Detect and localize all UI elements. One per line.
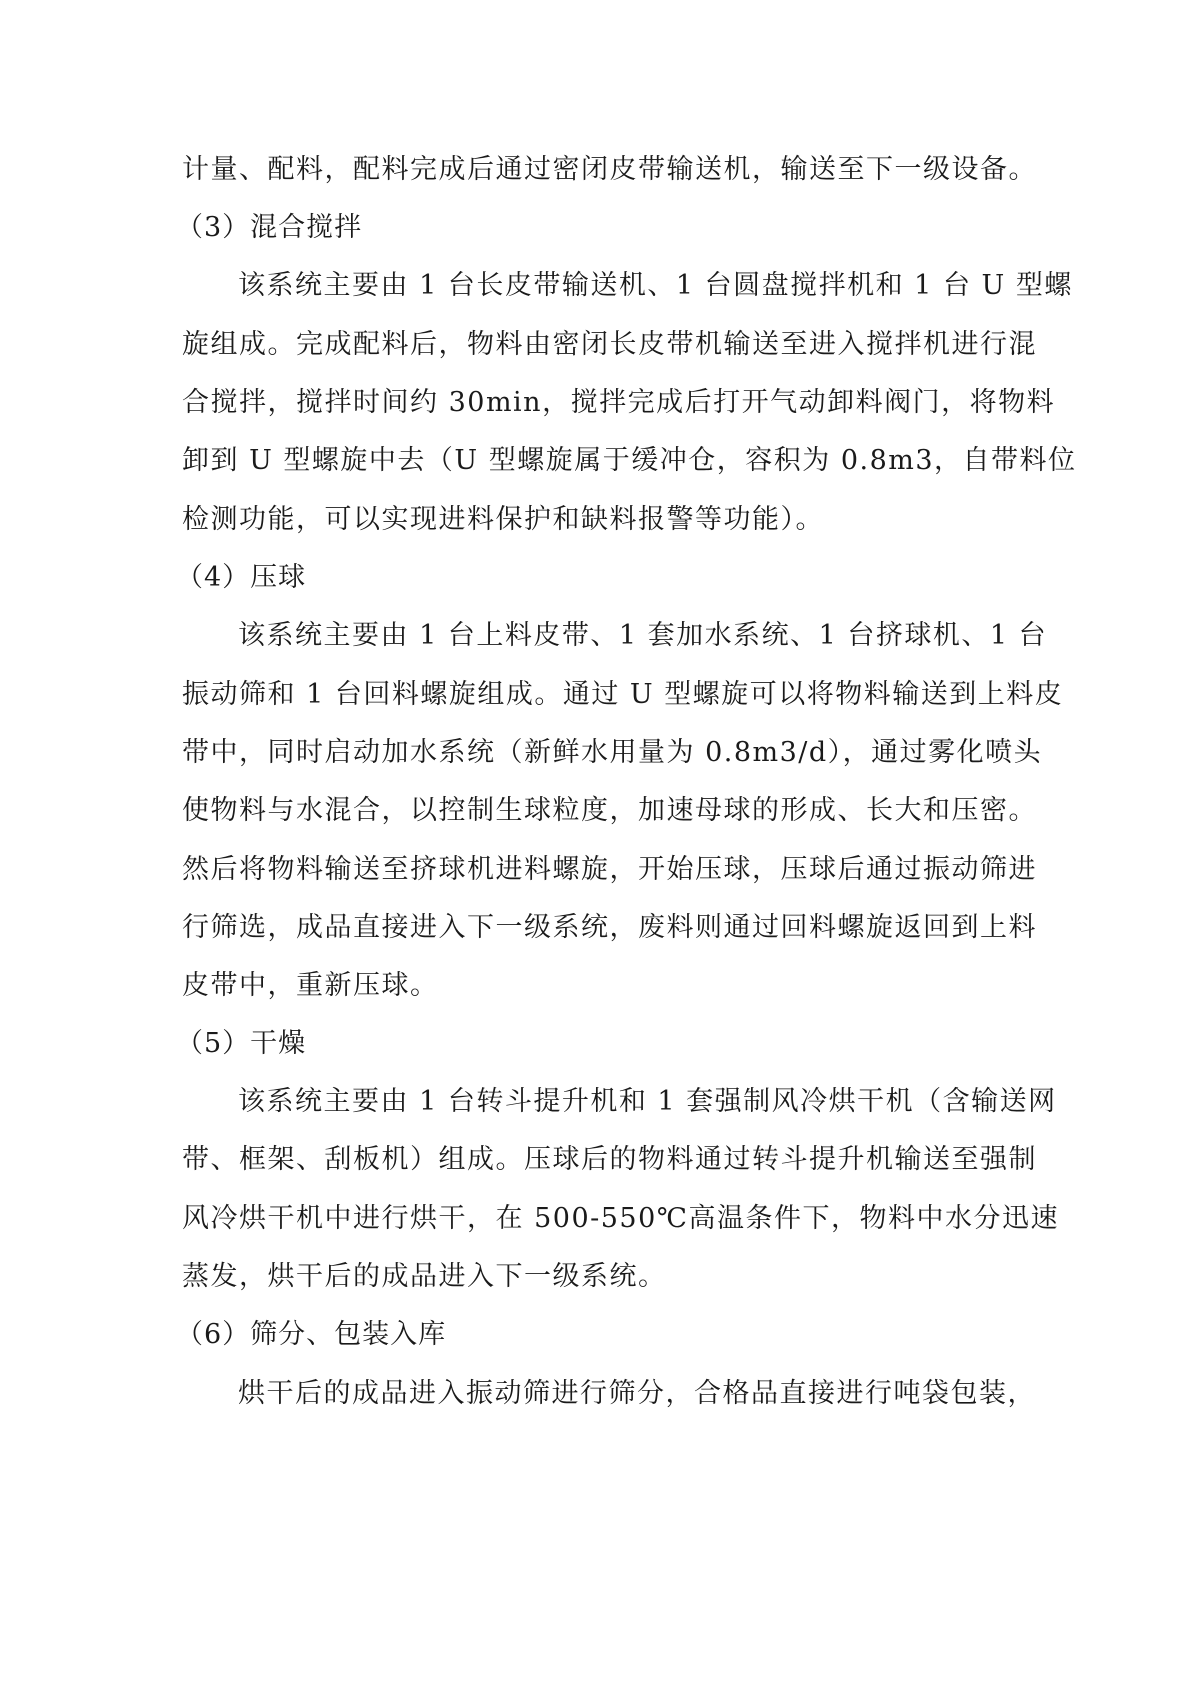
paragraph-line: 旋组成。完成配料后，物料由密闭长皮带机输送至进入搅拌机进行混 xyxy=(182,329,1037,360)
paragraph-line: 检测功能，可以实现进料保护和缺料报警等功能）。 xyxy=(182,504,824,535)
paragraph-line: 带中，同时启动加水系统（新鲜水用量为 0.8m3/d），通过雾化喷头 xyxy=(182,737,1043,768)
section-heading-screening-packing: （6）筛分、包装入库 xyxy=(176,1319,447,1350)
paragraph-line: 该系统主要由 1 台长皮带输送机、1 台圆盘搅拌机和 1 台 U 型螺 xyxy=(238,270,1073,301)
paragraph-line: 带、框架、刮板机）组成。压球后的物料通过转斗提升机输送至强制 xyxy=(182,1144,1037,1175)
section-heading-mixing: （3）混合搅拌 xyxy=(176,212,363,243)
paragraph-line: 然后将物料输送至挤球机进料螺旋，开始压球，压球后通过振动筛进 xyxy=(182,854,1037,885)
paragraph-line: 行筛选，成品直接进入下一级系统，废料则通过回料螺旋返回到上料 xyxy=(182,912,1037,943)
paragraph-line: 该系统主要由 1 台上料皮带、1 套加水系统、1 台挤球机、1 台 xyxy=(238,620,1048,651)
paragraph-line: 皮带中，重新压球。 xyxy=(182,970,439,1001)
paragraph-line: 使物料与水混合，以控制生球粒度，加速母球的形成、长大和压密。 xyxy=(182,795,1037,826)
section-heading-drying: （5）干燥 xyxy=(176,1028,307,1059)
paragraph-line: 计量、配料，配料完成后通过密闭皮带输送机，输送至下一级设备。 xyxy=(182,154,1037,185)
paragraph-line: 该系统主要由 1 台转斗提升机和 1 套强制风冷烘干机（含输送网 xyxy=(238,1086,1057,1117)
paragraph-line: 烘干后的成品进入振动筛进行筛分，合格品直接进行吨袋包装， xyxy=(238,1378,1036,1409)
paragraph-line: 卸到 U 型螺旋中去（U 型螺旋属于缓冲仓，容积为 0.8m3，自带料位 xyxy=(182,445,1077,476)
paragraph-line: 合搅拌，搅拌时间约 30min，搅拌完成后打开气动卸料阀门，将物料 xyxy=(182,387,1056,418)
paragraph-line: 风冷烘干机中进行烘干，在 500-550℃高温条件下，物料中水分迅速 xyxy=(182,1203,1059,1234)
paragraph-line: 振动筛和 1 台回料螺旋组成。通过 U 型螺旋可以将物料输送到上料皮 xyxy=(182,679,1064,710)
section-heading-pressing: （4）压球 xyxy=(176,562,307,593)
paragraph-line: 蒸发，烘干后的成品进入下一级系统。 xyxy=(182,1261,667,1292)
